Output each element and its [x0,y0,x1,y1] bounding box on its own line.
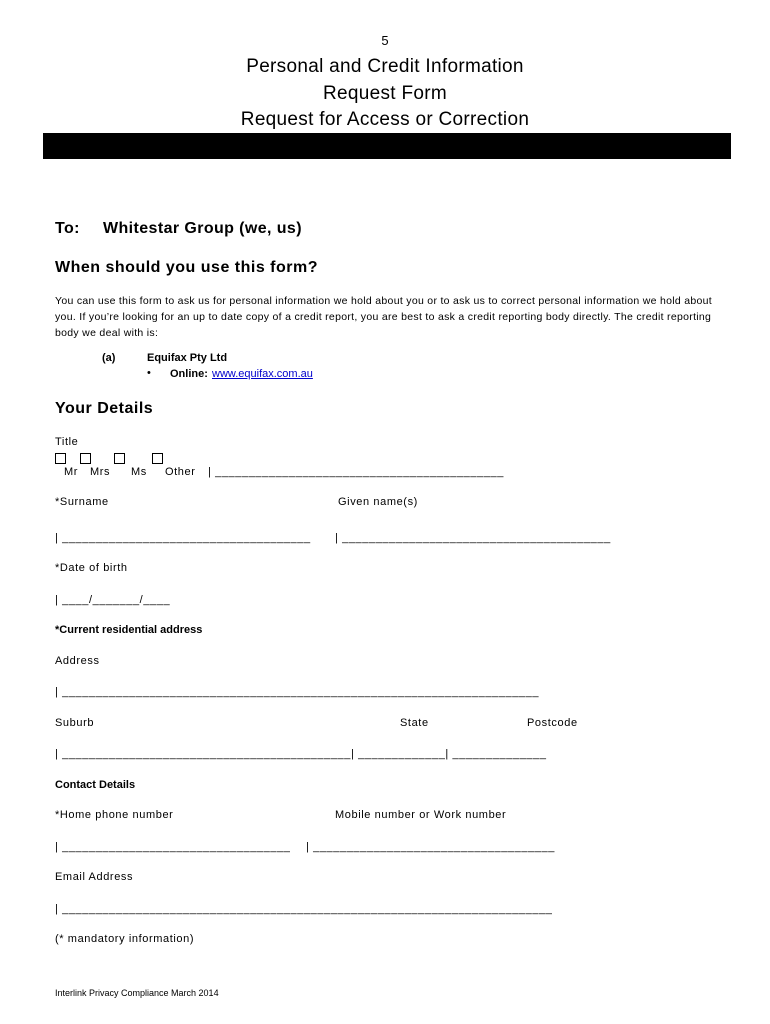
title-ms-checkbox[interactable] [114,453,125,464]
surname-field[interactable]: | _____________________________________ [55,532,311,544]
home-phone-field[interactable]: | __________________________________ [55,841,291,853]
form-title-line-1: Personal and Credit Information [246,56,524,77]
address-label: Address [55,655,100,667]
title-other-field[interactable]: | ___________________________________________ [208,466,504,478]
title-option-mrs: Mrs [90,466,111,478]
footer-text: Interlink Privacy Compliance March 2014 [55,988,219,998]
recipient-name: Whitestar Group (we, us) [103,220,302,237]
intro-paragraph: You can use this form to ask us for personal information we hold about you or to ask us to correct personal information we hold about you. If you’re looking for an up to date copy of a credit report, you are best to ask a credit reporting body directly. The credit reporting body we deal with is: [55,295,713,339]
address-field[interactable]: | _______________________________________________________________________ [55,686,540,698]
suburb-state-postcode-fields[interactable]: | ___________________________________________| _____________| ______________ [55,748,547,760]
dob-label: *Date of birth [55,562,128,574]
home-phone-label: *Home phone number [55,809,174,821]
dob-field[interactable]: | ____/_______/____ [55,594,171,606]
header-black-bar [43,133,731,159]
title-option-mr: Mr [64,466,79,478]
equifax-link[interactable]: www.equifax.com.au [212,368,313,380]
postcode-label: Postcode [527,717,578,729]
mobile-number-field[interactable]: | ____________________________________ [306,841,555,853]
bullet-icon: • [147,367,151,379]
mobile-number-label: Mobile number or Work number [335,809,507,821]
online-label: Online: [170,368,208,380]
page-number: 5 [381,33,389,48]
when-heading: When should you use this form? [55,259,318,276]
mandatory-note: (* mandatory information) [55,933,195,945]
title-label: Title [55,436,79,448]
title-mrs-checkbox[interactable] [80,453,91,464]
email-field[interactable]: | _________________________________________________________________________ [55,903,553,915]
suburb-label: Suburb [55,717,95,729]
surname-label: *Surname [55,496,109,508]
given-names-label: Given name(s) [338,496,418,508]
credit-body-name: Equifax Pty Ltd [147,352,228,364]
title-option-ms: Ms [131,466,147,478]
to-label: To: [55,220,80,237]
email-label: Email Address [55,871,134,883]
title-option-other: Other [165,466,196,478]
given-names-field[interactable]: | ________________________________________ [335,532,611,544]
title-mr-checkbox[interactable] [55,453,66,464]
form-title-line-3: Request for Access or Correction [240,109,530,130]
state-label: State [400,717,429,729]
contact-details-heading: Contact Details [55,779,136,791]
title-other-checkbox[interactable] [152,453,163,464]
form-title-line-2: Request Form [323,83,447,104]
list-marker-a: (a) [102,352,116,364]
residential-address-heading: *Current residential address [55,624,203,636]
your-details-heading: Your Details [55,400,154,417]
